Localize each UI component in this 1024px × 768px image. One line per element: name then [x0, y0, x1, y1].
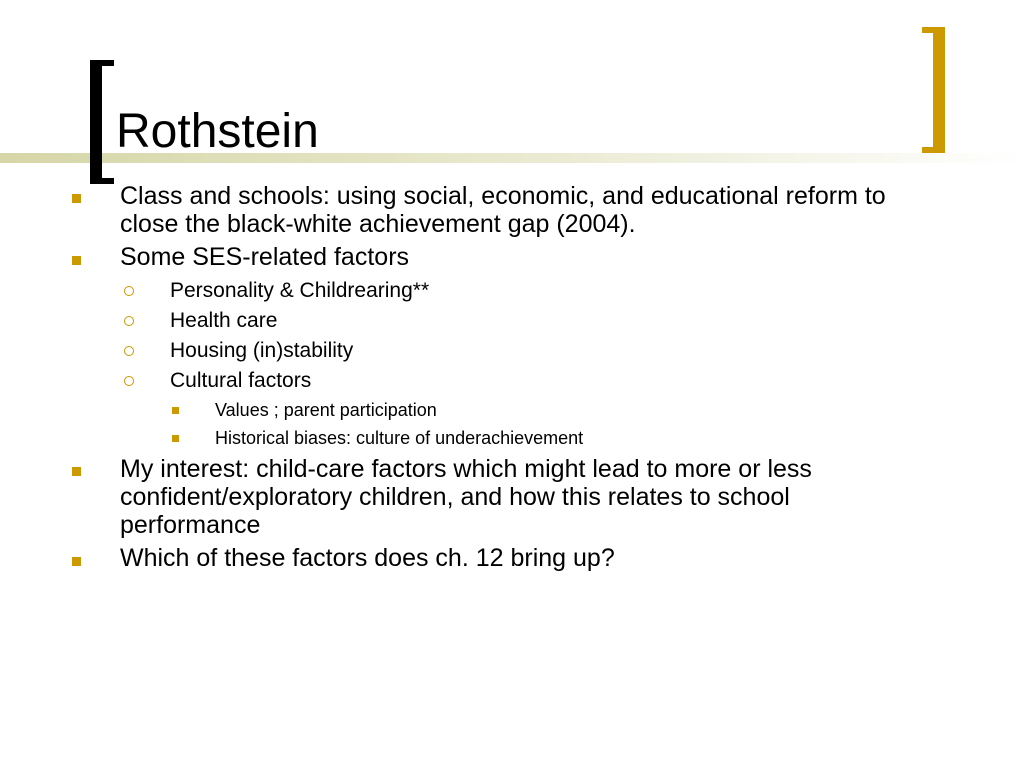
circle-bullet-icon — [124, 316, 134, 326]
circle-bullet-icon — [124, 286, 134, 296]
right-bracket-bottom — [922, 147, 945, 153]
slide-title: Rothstein — [116, 105, 319, 158]
sub-sub-bullet-item: Values ; parent participation — [215, 400, 437, 420]
square-bullet-icon — [172, 407, 179, 414]
left-bracket-bottom — [90, 178, 114, 184]
square-bullet-icon — [72, 467, 81, 476]
sub-bullet-item: Personality & Childrearing** — [170, 279, 430, 302]
right-bracket-decoration — [933, 27, 945, 153]
left-bracket-decoration — [90, 60, 102, 184]
circle-bullet-icon — [124, 346, 134, 356]
bullet-item: Which of these factors does ch. 12 bring up? — [120, 544, 615, 572]
bullet-item: Some SES-related factors — [120, 243, 410, 271]
sub-sub-bullet-item: Historical biases: culture of underachievement — [215, 428, 584, 448]
bullet-item: My interest: child-care factors which might lead to more or less confident/exploratory children, and how this relates to school performance — [120, 455, 812, 539]
sub-bullet-item: Housing (in)stability — [170, 339, 354, 362]
square-bullet-icon — [72, 256, 81, 265]
square-bullet-icon — [72, 194, 81, 203]
right-bracket-top — [922, 27, 945, 33]
bullet-item: Class and schools: using social, economic, and educational reform to close the black-white achievement gap (2004). — [120, 182, 886, 238]
square-bullet-icon — [172, 435, 179, 442]
left-bracket-top — [90, 60, 114, 66]
circle-bullet-icon — [124, 376, 134, 386]
sub-bullet-item: Health care — [170, 309, 278, 332]
square-bullet-icon — [72, 557, 81, 566]
sub-bullet-item: Cultural factors — [170, 369, 312, 392]
